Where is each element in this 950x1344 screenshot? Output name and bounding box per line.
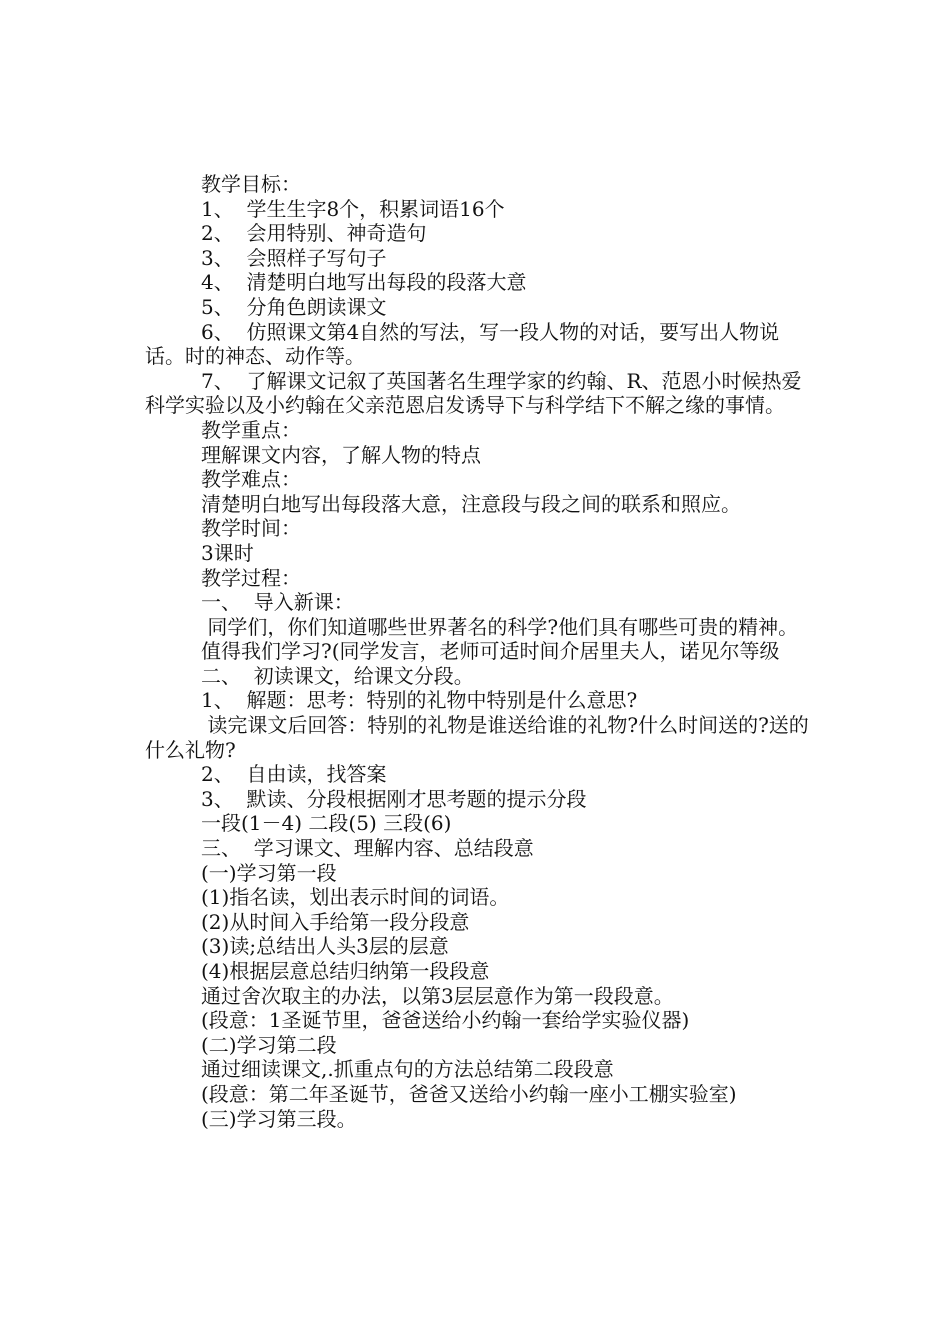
heading-key-points: 教学重点： xyxy=(201,417,301,442)
goal-item-6: 6、 仿照课文第4自然的写法，写一段人物的对话，要写出人物说话。时的神态、动作等。 xyxy=(145,319,780,369)
paragraph-division: 一段(1－4) 二段(5) 三段(6) xyxy=(201,811,452,836)
section-one-para-1: 同学们，你们知道哪些世界著名的科学?他们具有哪些可贵的精神。 xyxy=(201,614,799,639)
heading-teaching-process: 教学过程： xyxy=(201,565,301,590)
section-one-para-2: 值得我们学习?(同学发言，老师可适时间介居里夫人，诺见尔等级 xyxy=(201,639,780,664)
subsection-two-summary: (段意：第二年圣诞节，爸爸又送给小约翰一座小工棚实验室) xyxy=(201,1081,737,1106)
goal-item-3: 3、 会照样子写句子 xyxy=(201,245,387,270)
subsection-one-step-4: (4)根据层意总结归纳第一段段意 xyxy=(201,959,490,983)
section-two-title: 二、 初读课文，给课文分段。 xyxy=(201,663,474,688)
subsection-two-title: (二)学习第二段 xyxy=(201,1032,337,1057)
section-two-item-1: 1、 解题：思考：特别的礼物中特别是什么意思? xyxy=(201,688,638,713)
section-two-item-2: 2、 自由读，找答案 xyxy=(201,762,387,787)
goal-item-4: 4、 清楚明白地写出每段的段落大意 xyxy=(201,270,527,295)
goal-item-2: 2、 会用特别、神奇造句 xyxy=(201,221,427,246)
key-points-text: 理解课文内容，了解人物的特点 xyxy=(201,442,481,467)
goal-item-7: 7、 了解课文记叙了英国著名生理学家的约翰、R、范恩小时候热爱科学实验以及小约翰在父亲范恩启发诱导下与科学结下不解之缘的事情。 xyxy=(145,368,802,418)
document-body xyxy=(145,172,810,1131)
goal-item-5: 5、 分角色朗读课文 xyxy=(201,294,387,319)
heading-difficulties: 教学难点： xyxy=(201,467,301,492)
teaching-time-text: 3课时 xyxy=(201,540,254,565)
subsection-one-summary: (段意：1圣诞节里，爸爸送给小约翰一套给学实验仪器) xyxy=(201,1008,690,1033)
subsection-three-title: (三)学习第三段。 xyxy=(201,1106,357,1131)
goal-item-1: 1、 学生生字8个，积累词语16个 xyxy=(201,196,505,221)
difficulties-text: 清楚明白地写出每段落大意，注意段与段之间的联系和照应。 xyxy=(201,491,741,516)
section-three-title: 三、 学习课文、理解内容、总结段意 xyxy=(201,836,534,861)
subsection-one-step-1: (1)指名读，划出表示时间的词语。 xyxy=(201,885,510,910)
subsection-one-step-3: (3)读;总结出人头3层的层意 xyxy=(201,934,449,959)
subsection-one-title: (一)学习第一段 xyxy=(201,860,337,885)
subsection-one-step-2: (2)从时间入手给第一段分段意 xyxy=(201,909,470,934)
subsection-two-method: 通过细读课文,.抓重点句的方法总结第二段段意 xyxy=(201,1057,614,1082)
heading-teaching-time: 教学时间： xyxy=(201,516,301,541)
section-two-answer: 读完课文后回答：特别的礼物是谁送给谁的礼物?什么时间送的?送的什么礼物? xyxy=(145,713,809,762)
section-two-item-3: 3、 默读、分段根据刚才思考题的提示分段 xyxy=(201,786,587,811)
subsection-one-method: 通过舍次取主的办法，以第3层层意作为第一段段意。 xyxy=(201,983,674,1008)
section-one-title: 一、 导入新课： xyxy=(201,590,354,615)
heading-teaching-goals: 教学目标： xyxy=(201,172,301,196)
